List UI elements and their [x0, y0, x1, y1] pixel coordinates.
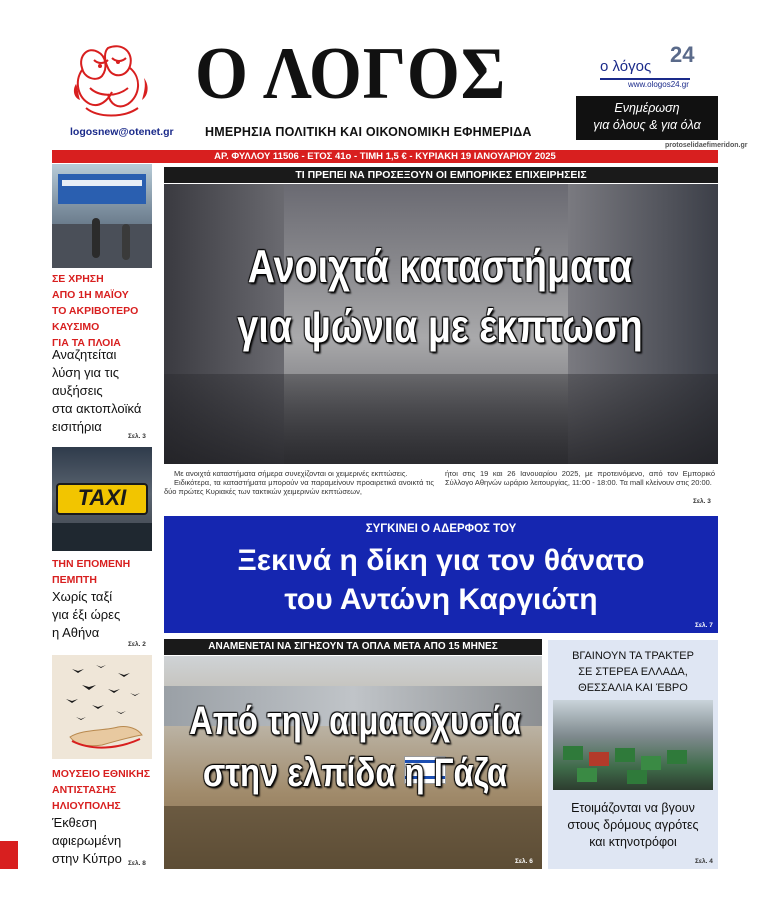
taxi-text[interactable] [52, 588, 162, 642]
ferry-text-line: λύση για τις [52, 365, 119, 380]
birds-cyprus-artwork [52, 655, 152, 759]
promo24-tagline-line2: για όλους & για όλα [593, 118, 701, 132]
ferry-text-line: στα ακτοπλοϊκά [52, 401, 142, 416]
taxi-sign-text: TAXI [77, 485, 127, 510]
museum-kicker-line: ΑΝΤΙΣΤΑΣΗΣ [52, 784, 117, 796]
ferry-kicker [52, 271, 162, 351]
tractor-kicker-line: ΘΕΣΣΑΛΙΑ ΚΑΙ ΈΒΡΟ [578, 682, 688, 694]
tractor-text-line: στους δρόμους αγρότες [567, 818, 699, 832]
birds-icon [52, 655, 152, 759]
ferry-kicker-line: ΓΙΑ ΤΑ ΠΛΟΙΑ [52, 337, 121, 349]
newspaper-title: Ο ΛΟΓΟΣ [195, 33, 507, 115]
trial-headline-line2: του Αντώνη Καργιώτη [284, 583, 598, 616]
ferry-kicker-line: ΚΑΥΣΙΜΟ [52, 321, 100, 333]
ferry-page-ref: Σελ. 3 [128, 433, 146, 440]
promo24-tagline-line1: Ενημέρωση [614, 101, 680, 115]
ferry-port-photo [52, 164, 152, 268]
main-headline[interactable] [202, 236, 678, 356]
tractor-kicker-line: ΣΕ ΣΤΕΡΕΑ ΕΛΛΑΔΑ, [578, 666, 688, 678]
issue-info-bar: ΑΡ. ΦΥΛΛΟΥ 11506 - ΕΤΟΣ 41ο - ΤΙΜΗ 1,5 € - ΚΥΡΙΑΚΗ 19 ΙΑΝΟΥΑΡΙΟΥ 2025 [52, 150, 718, 163]
gaza-headline-line2: στην ελπίδα η Γάζα [202, 751, 508, 795]
museum-page-ref: Σελ. 8 [128, 860, 146, 867]
taxi-page-ref: Σελ. 2 [128, 641, 146, 648]
museum-text-line: αφιερωμένη [52, 833, 122, 848]
taxi-text-line: για έξι ώρες [52, 607, 121, 622]
trial-story-kicker: ΣΥΓΚΙΝΕΙ Ο ΑΔΕΡΦΟΣ ΤΟΥ [365, 523, 517, 535]
ferry-text-line: Αναζητείται [52, 347, 117, 362]
tractor-text-line: και κτηνοτρόφοι [589, 835, 677, 849]
main-story-kicker: ΤΙ ΠΡΕΠΕΙ ΝΑ ΠΡΟΣΕΞΟΥΝ ΟΙ ΕΜΠΟΡΙΚΕΣ ΕΠΙΧΕΙΡΗΣΕΙΣ [164, 167, 718, 183]
taxi-kicker [52, 556, 162, 588]
tractor-story-text [548, 800, 718, 851]
main-headline-line1: Ανοιχτά καταστήματα [247, 240, 633, 292]
tractors-photo [553, 700, 713, 790]
main-story-body-col1 [164, 469, 434, 496]
promo24-url[interactable]: www.ologos24.gr [628, 80, 689, 89]
tractor-story-kicker [548, 648, 718, 696]
promo24-tagline-box [576, 96, 718, 140]
museum-kicker [52, 766, 162, 814]
main-story-paragraph: Με ανοιχτά καταστήματα σήμερα συνεχίζονται οι χειμερινές εκπτώσεις. [174, 469, 408, 478]
taxi-kicker-line: ΠΕΜΠΤΗ [52, 574, 97, 586]
museum-text-line: Έκθεση [52, 815, 97, 830]
main-story-page-ref: Σελ. 3 [693, 498, 711, 505]
main-story-body-col2: ήτοι στις 19 και 26 Ιανουαρίου 2025, με προτεινόμενο, από τον Εμπορικό Σύλλογο Αθηνών ωράριο λειτουργίας, 11:00 - 18:00. Τα mall κλείνουν στις 20:00. [445, 469, 715, 487]
gaza-story-kicker: ΑΝΑΜΕΝΕΤΑΙ ΝΑ ΣΙΓΗΣΟΥΝ ΤΑ ΟΠΛΑ ΜΕΤΑ ΑΠΟ 15 ΜΗΝΕΣ [164, 639, 542, 655]
promo24-name: ο λόγος [600, 58, 652, 75]
contact-email[interactable]: logosnew@otenet.gr [70, 126, 174, 138]
tractor-kicker-line: ΒΓΑΙΝΟΥΝ ΤΑ ΤΡΑΚΤΕΡ [572, 650, 694, 662]
museum-kicker-line: ΗΛΙΟΥΠΟΛΗΣ [52, 800, 121, 812]
ferry-kicker-line: ΑΠΟ 1Η ΜΑΪΟΥ [52, 289, 129, 301]
ferry-text[interactable] [52, 346, 162, 436]
taxi-text-line: Χωρίς ταξί [52, 589, 113, 604]
taxi-text-line: η Αθήνα [52, 625, 100, 640]
trial-story-headline [164, 541, 718, 619]
newspaper-subtitle: ΗΜΕΡΗΣΙΑ ΠΟΛΙΤΙΚΗ ΚΑΙ ΟΙΚΟΝΟΜΙΚΗ ΕΦΗΜΕΡΙΔΑ [205, 125, 532, 139]
tractor-text-line: Ετοιμάζονται να βγουν [571, 801, 695, 815]
promo24-number: 24 [670, 42, 695, 67]
gaza-story-page-ref: Σελ. 6 [515, 858, 533, 865]
main-story-paragraph: Ειδικότερα, τα καταστήματα μπορούν να παραμείνουν προαιρετικά ανοικτά τις δύο πρώτες Κυριακές των τακτικών χειμερινών εκπτώσεων, [164, 478, 434, 496]
ferry-kicker-line: ΣΕ ΧΡΗΣΗ [52, 273, 104, 285]
main-headline-line2: για ψώνια με έκπτωση [237, 300, 643, 352]
tractor-story-page-ref: Σελ. 4 [695, 858, 713, 865]
site-tag: protoselidaefimeridon.gr [665, 142, 748, 149]
taxi-photo [52, 447, 152, 551]
corner-red-marker [0, 841, 18, 869]
gaza-headline-line1: Από την αιματοχυσία [189, 699, 521, 743]
gaza-headline[interactable] [187, 695, 523, 799]
museum-text-line: στην Κύπρο [52, 851, 122, 866]
taxi-kicker-line: ΤΗΝ ΕΠΟΜΕΝΗ [52, 558, 131, 570]
museum-kicker-line: ΜΟΥΣΕΙΟ ΕΘΝΙΚΗΣ [52, 768, 151, 780]
trial-story-page-ref: Σελ. 7 [695, 622, 713, 629]
ferry-text-line: εισιτήρια [52, 419, 102, 434]
ferry-text-line: αυξήσεις [52, 383, 103, 398]
ferry-kicker-line: ΤΟ ΑΚΡΙΒΟΤΕΡΟ [52, 305, 139, 317]
trial-headline-line1: Ξεκινά η δίκη για τον θάνατο [237, 544, 645, 577]
newspaper-logo-drawing [68, 38, 156, 124]
